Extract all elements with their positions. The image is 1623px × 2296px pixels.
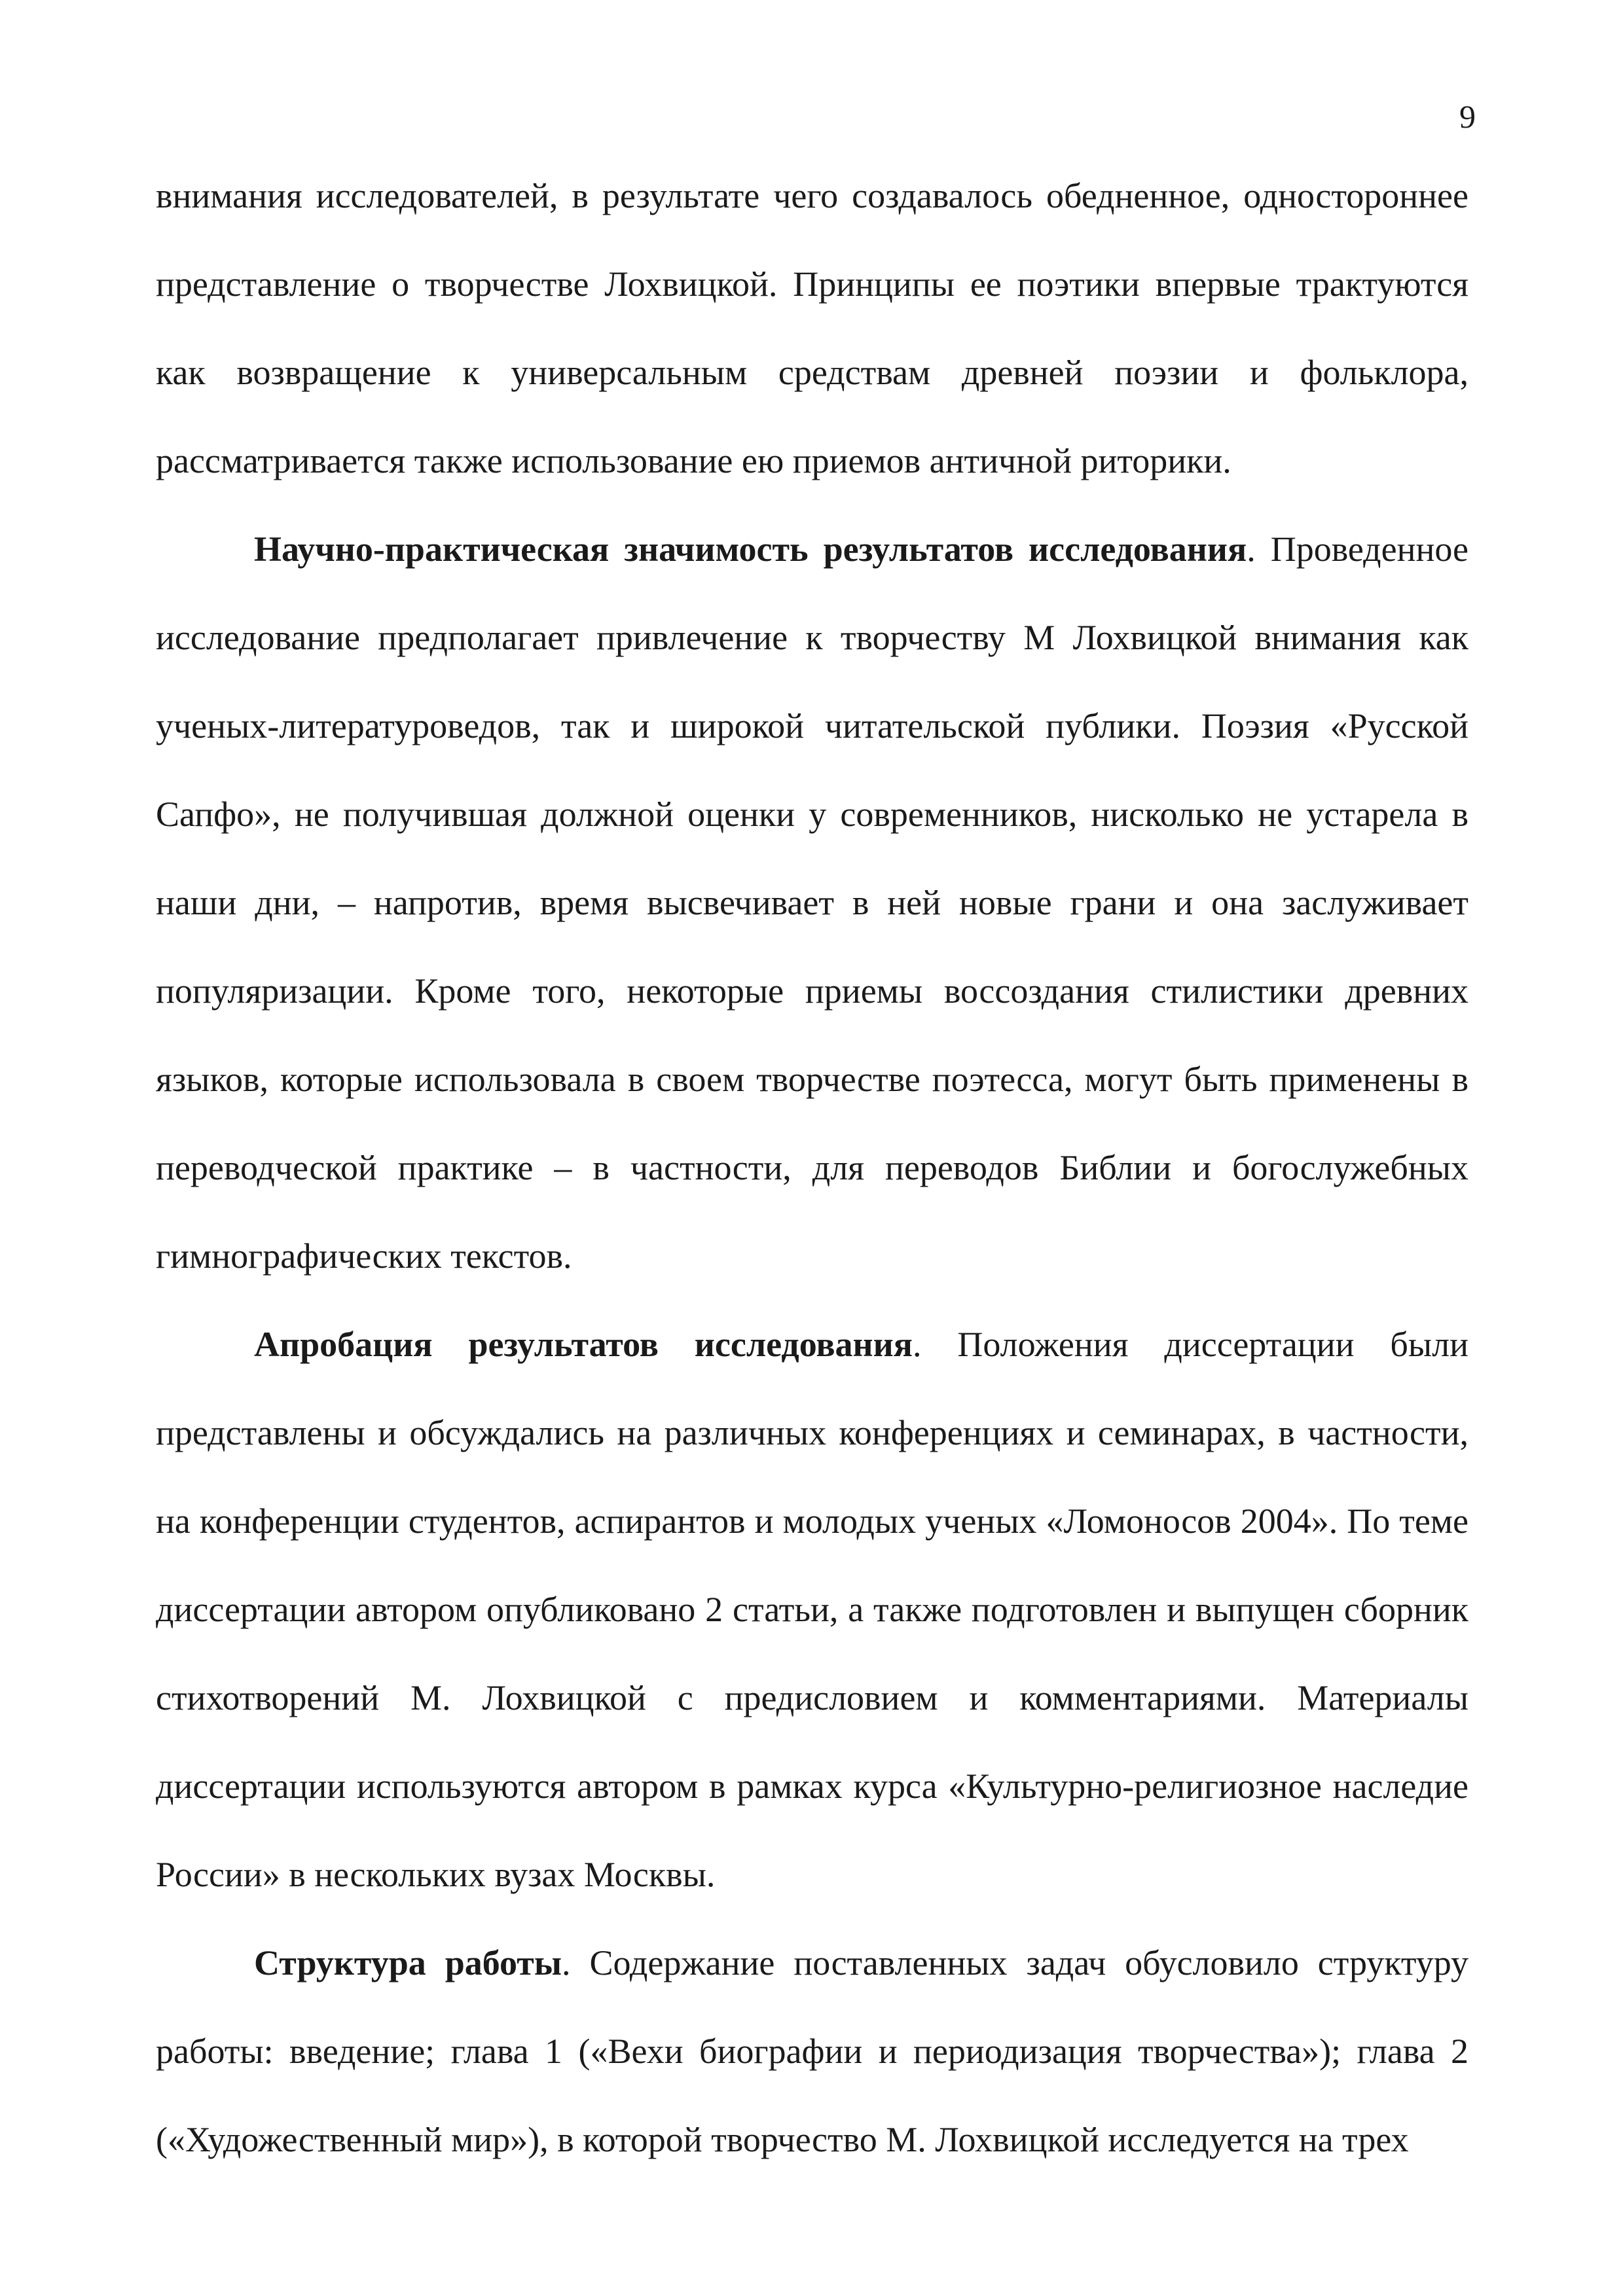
paragraph-practical-significance (156, 505, 1468, 1300)
paragraph-structure (156, 1919, 1468, 2184)
paragraph-text: . Проведенное исследование предполагает привлечение к творчеству М Лохвицкой внимания как ученых-литературоведов, так и широкой читательской публики. Поэзия «Русской Сапфо», не получившая должной оценки у современников, нисколько не устарела в наши дни, – напротив, время высвечивает в ней новые грани и она заслуживает популяризации. Кроме того, некоторые приемы воссоздания стилистики древних языков, которые использовала в своем творчестве поэтесса, могут быть применены в переводческой практике – в частности, для переводов Библии и богослужебных гимнографических текстов. (156, 529, 1468, 1276)
section-heading-practical-significance: Научно-практическая значимость результатов исследования (254, 529, 1247, 569)
paragraph-continuation (156, 152, 1468, 505)
paragraph-text: . Содержание поставленных задач обусловило структуру работы: введение; глава 1 («Вехи биографии и периодизация творчества»); глава 2 («Художественный мир»), в которой творчество М. Лохвицкой исследуется на трех (156, 1943, 1468, 2159)
document-body (156, 152, 1468, 2184)
section-heading-structure: Структура работы (254, 1943, 562, 1982)
section-heading-approbation: Апробация результатов исследования (254, 1325, 913, 1364)
paragraph-approbation (156, 1300, 1468, 1919)
paragraph-text: внимания исследователей, в результате чего создавалось обедненное, одностороннее представление о творчестве Лохвицкой. Принципы ее поэтики впервые трактуются как возвращение к универсальным средствам древней поэзии и фольклора, рассматривается также использование ею приемов античной риторики. (156, 176, 1468, 480)
page-number: 9 (1459, 98, 1476, 135)
paragraph-text: . Положения диссертации были представлены и обсуждались на различных конференциях и семинарах, в частности, на конференции студентов, аспирантов и молодых ученых «Ломоносов 2004». По теме диссертации автором опубликовано 2 статьи, а также подготовлен и выпущен сборник стихотворений М. Лохвицкой с предисловием и комментариями. Материалы диссертации используются автором в рамках курса «Культурно-религиозное наследие России» в нескольких вузах Москвы. (156, 1325, 1468, 1894)
